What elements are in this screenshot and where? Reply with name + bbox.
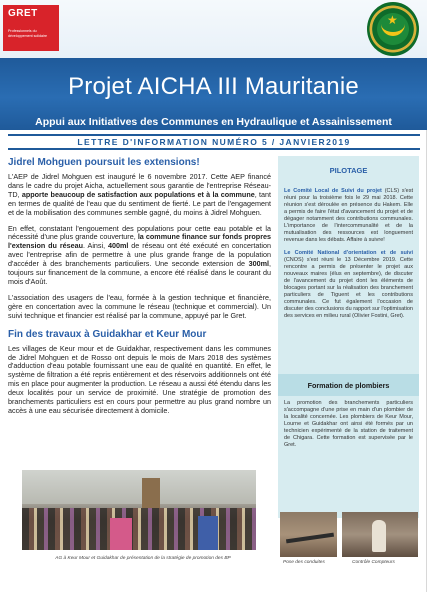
crescent-icon — [381, 22, 405, 36]
section1-paragraph-1 — [8, 173, 271, 218]
newsletter-line — [8, 134, 420, 150]
text-run: (CNOS) s'est réuni le 13 Décembre 2019. Cette rencontre a permis de présenter le projet aux nouveaux maires (élus en septembre), de discuter de l'avancement du projet dont les éléments de blocages portant sur la réalisation des branchement particuliers de Tiguent et les contributions communales. Ce fut également l'occasion de discuter des conclusions du rapport sur l'optimisation des services en milieu rural (Olivier Fostini, Gret). — [284, 257, 413, 319]
gret-tagline: Professionnels du développement solidaire — [8, 29, 47, 38]
gret-logo — [3, 5, 59, 51]
text-run-bold: Le Comité National d'orientation et de suivi — [284, 250, 413, 256]
mauritania-emblem-icon — [367, 2, 419, 56]
text-run: . Ainsi, — [83, 241, 109, 251]
formation-paragraph: La promotion des branchements particuliers s'accompagne d'une prise en main d'un plombier de la localité concernée. Les plombiers de Keur Mour, Lourne et Guidakhar ont ainsi été formés par un technicien expérimenté de la station de traitement de Chigara. Cette formation est supervisée par le Gret. — [284, 400, 413, 448]
text-run-bold: la commune finance sur fonds propres l'extension du réseau — [8, 232, 271, 251]
pipe-laying-photo — [280, 512, 337, 557]
text-run: (CLS) s'est réuni pour la troisième fois le 29 mai 2018. Cette réunion s'est déroulée en présence du Hakem. Elle a permis de faire l'état d'avancement du projet et de dégager notamment des contributions communales. L'importance de l'intercommunalité et de la mutualisation des ressources est longuement revenue dans les débats. Affaire à suivre! — [284, 188, 414, 243]
section2-paragraph-1: Les villages de Keur mour et de Guidakhar, respectivement dans les communes de Jidrel Mohguen et de Rosso ont depuis le mois de Mars 2018 des systèmes d'adduction d'eau potable fournissant une eau de qualité en quantité. En effet, le système de filtration a été repris entièrement et des réservoirs additionnels ont été mis en place pour augmenter la production. Le réseau a aussi été étendu dans les deux localités pour un service de proximité. Une stratégie de promotion des branchements particuliers est en cours pour permettre au plus grand nombre un accès à une eau sécurisée directement à domicile. — [8, 343, 271, 415]
page-subtitle: Appui aux Initiatives des Communes en Hydraulique et Assainissement — [35, 116, 392, 128]
meter-check-photo — [342, 512, 418, 557]
photo-figure — [372, 520, 386, 552]
section-title-guidakhar: Fin des travaux à Guidakhar et Keur Mour — [8, 328, 207, 340]
gret-logo-text: GRET — [8, 8, 38, 19]
main-column — [8, 156, 271, 416]
photo-crowd — [22, 508, 256, 550]
photo-caption-right: Contrôle Compteurs — [352, 560, 395, 565]
sidebar — [278, 156, 419, 518]
page-title: Projet AICHA III Mauritanie — [68, 73, 359, 100]
photo-caption: AG à Keur Mour et Guidakhar de présentation de la stratégie de promotion des BP — [55, 556, 231, 561]
text-run: , tant en termes de qualité de l'eau que du sentiment de fierté. Le part de l'engagement et de la mobilisation des communes semble gagné, du moins à Jidrel Mohguen. — [8, 189, 272, 217]
text-run: L'AEP de Jidrel Mohguen est inauguré le 6 novembre 2017. Cette AEP financé dans le cadre du projet Aicha, actuellement sous garantie de l'entreprise Réseau-TD, — [8, 172, 271, 199]
text-run-bold: Le Comité Local de Suivi du projet — [284, 188, 382, 194]
meeting-photo — [22, 470, 256, 550]
formation-title: Formation de plombiers — [307, 381, 390, 390]
text-run: , toujours sur financement de la commune, a encore été réalisé dans le courant du mois d'Août. — [8, 259, 271, 286]
header-band — [0, 0, 427, 58]
photo-pipe — [286, 533, 334, 544]
section1-paragraph-2 — [8, 225, 271, 287]
cnos-paragraph — [278, 250, 419, 320]
photo-wall — [22, 470, 256, 504]
newsletter-number: LETTRE D'INFORMATION NUMÉRO 5 / JANVIER2019 — [77, 137, 351, 147]
section1-paragraph-3: L'association des usagers de l'eau, formée à la gestion technique et financière, gère en concertation avec la commune le réseau (technique et commercial). Un suivi technique et financier est réalisé par la commune, appuyé par le Gret. — [8, 292, 271, 320]
photo-caption-left: Pose des conduites — [283, 560, 325, 565]
text-run: En effet, constatant l'engouement des populations pour cette eau potable et la nécessité d'une plus grande couverture, — [8, 223, 271, 242]
photo-figure — [198, 516, 218, 550]
text-run: de réseau ont été exécuté en concertation avec l'entreprise afin de permettre à une plus grande frange de la population d'accéder à des branchements particuliers. Une seconde extension de — [8, 241, 271, 269]
text-run-bold: 300ml — [248, 259, 269, 269]
text-run-bold: apporte beaucoup de satisfaction aux populations et à la commune — [21, 189, 255, 199]
photo-door — [142, 478, 160, 508]
pilotage-title: PILOTAGE — [329, 166, 368, 175]
cls-paragraph — [278, 188, 419, 244]
text-run-bold: 400ml — [108, 241, 129, 251]
section-title-jidrel: Jidrel Mohguen poursuit les extensions! — [8, 157, 200, 168]
formation-title-box — [278, 374, 419, 396]
photo-figure — [110, 518, 132, 550]
title-banner — [0, 58, 427, 130]
star-icon: ★ — [387, 13, 398, 27]
